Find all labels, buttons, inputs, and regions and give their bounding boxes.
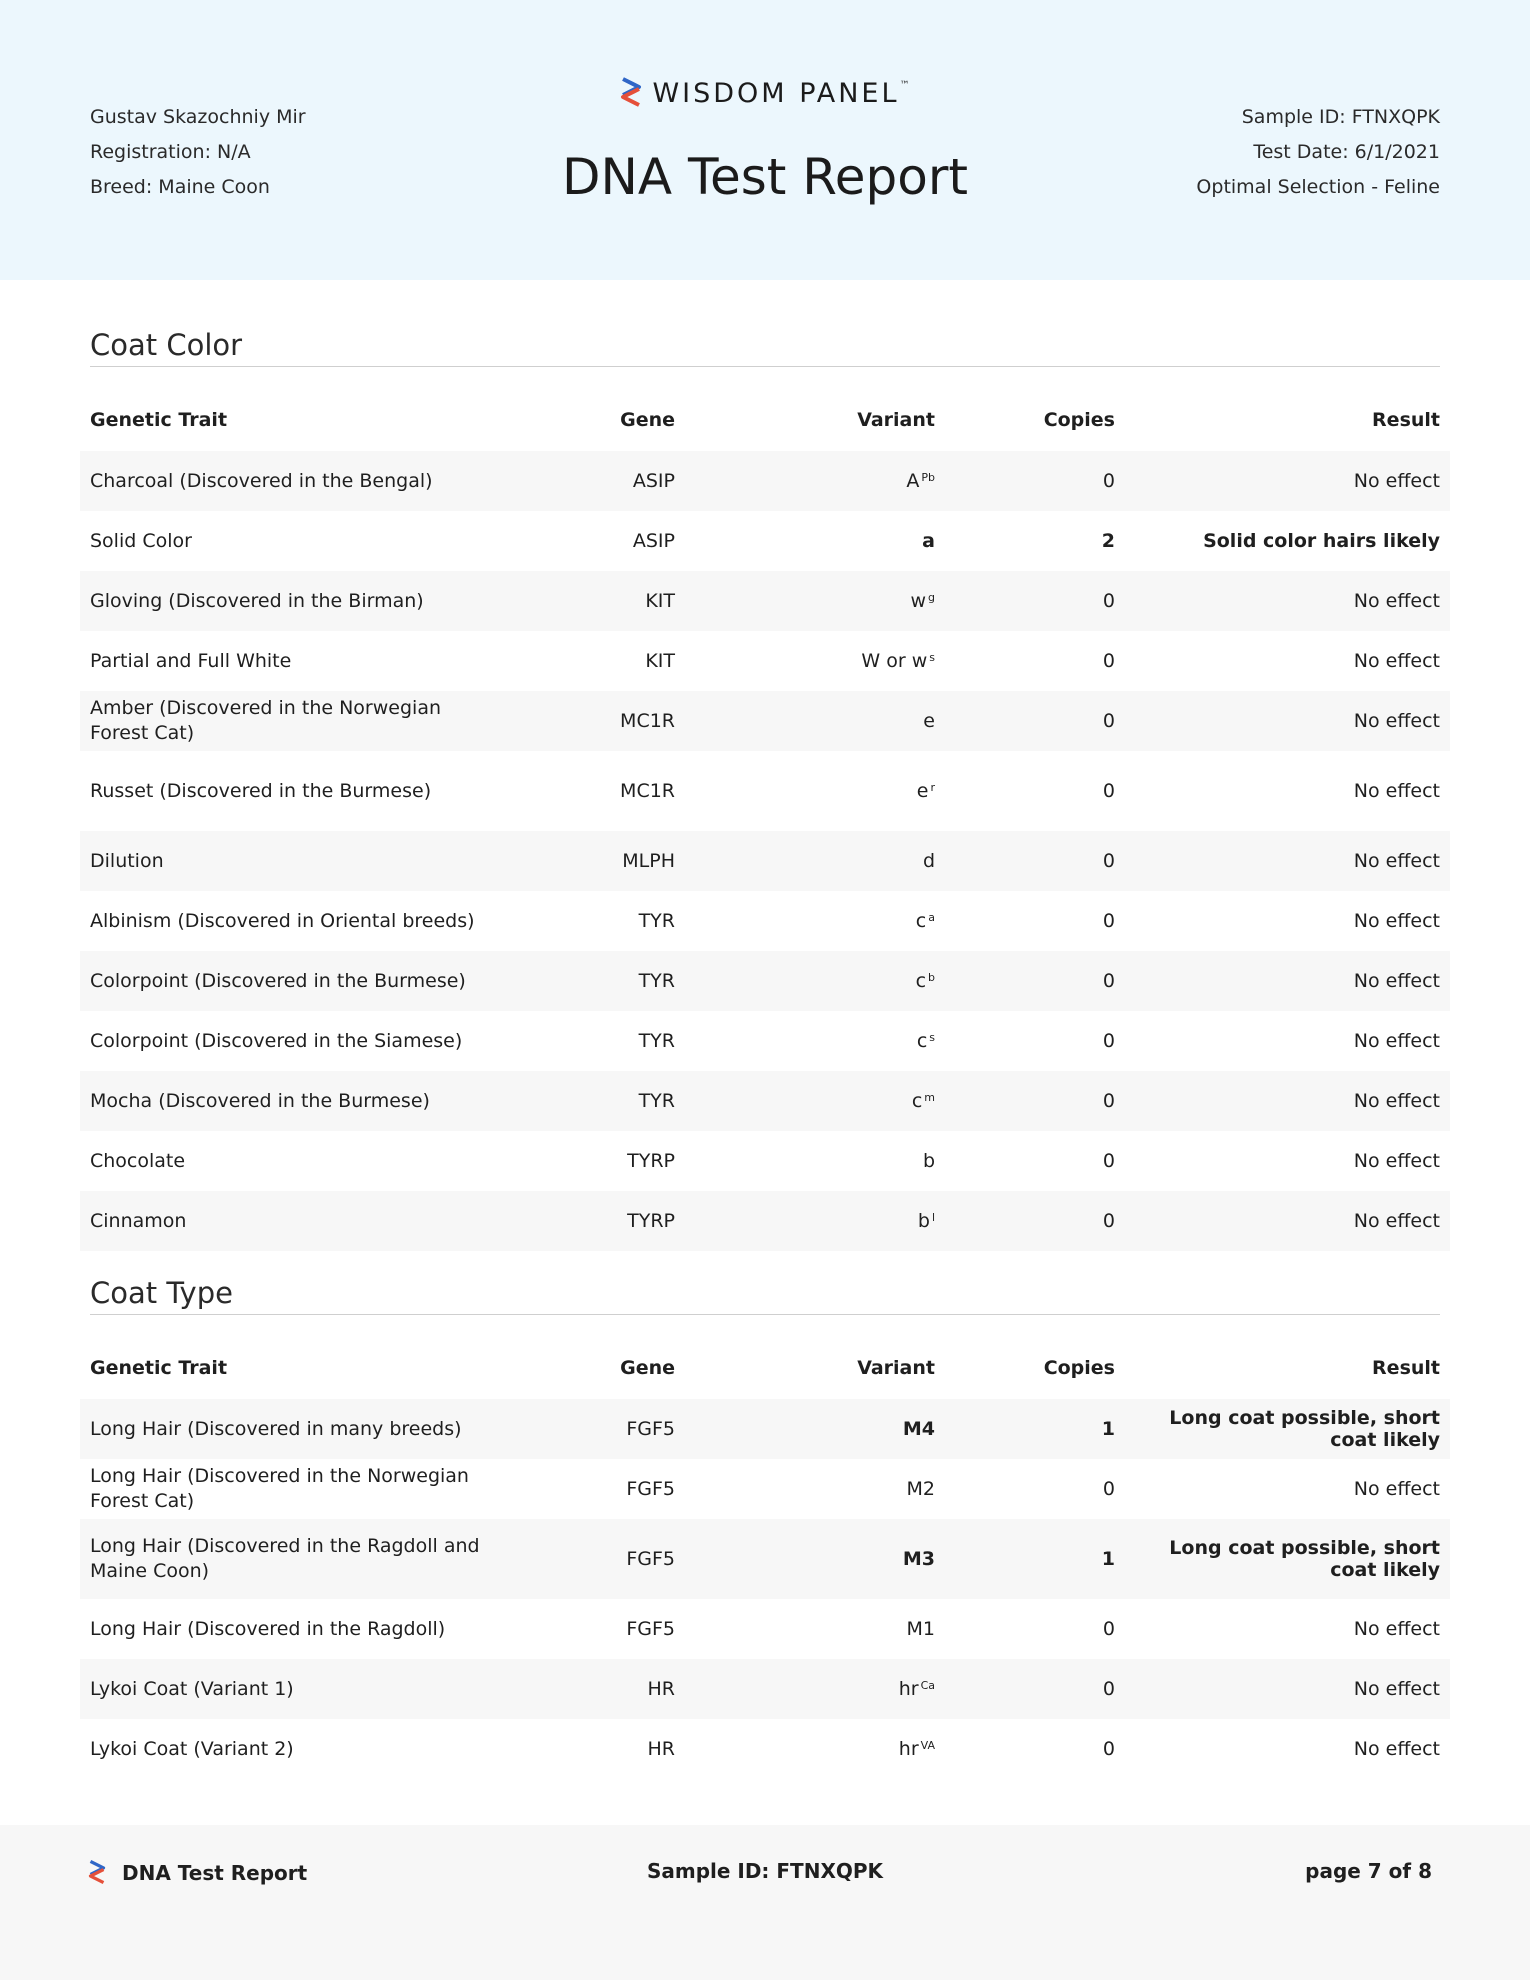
variant-base: M3: [902, 1548, 935, 1570]
variant-base: W or w: [861, 650, 928, 672]
sample-info: [1196, 100, 1440, 205]
variant-base: c: [911, 1090, 923, 1112]
result: No effect: [1353, 1030, 1440, 1052]
col-variant: Variant: [857, 409, 935, 431]
result: Solid color hairs likely: [1203, 530, 1440, 552]
result: No effect: [1353, 1478, 1440, 1500]
trait-name: Lykoi Coat (Variant 2): [90, 1737, 294, 1760]
gene: MC1R: [620, 780, 675, 802]
variant-superscript: VA: [920, 1738, 935, 1752]
variant: [700, 1131, 935, 1191]
table-row: [80, 631, 1450, 691]
table-header-coat-color: [80, 400, 1450, 440]
table-row: [80, 1191, 1450, 1251]
variant: [700, 1399, 935, 1459]
trait-name: Dilution: [90, 849, 164, 872]
trait-name: Partial and Full White: [90, 649, 292, 672]
cat-name: Gustav Skazochniy Mir: [90, 106, 306, 128]
variant-superscript: s: [929, 1030, 935, 1044]
gene: TYRP: [627, 1150, 675, 1172]
variant: [700, 451, 935, 511]
table-row: [80, 1599, 1450, 1659]
trait-name: Long Hair (Discovered in the Ragdoll and Maine Coon): [90, 1535, 480, 1582]
variant-base: c: [916, 1030, 928, 1052]
variant-superscript: r: [930, 780, 935, 794]
gene: MC1R: [620, 710, 675, 732]
gene: FGF5: [626, 1618, 675, 1640]
variant: [700, 831, 935, 891]
variant: [700, 1719, 935, 1779]
variant-base: b: [917, 1210, 930, 1232]
trait-name: Colorpoint (Discovered in the Burmese): [90, 969, 466, 992]
variant-base: a: [922, 530, 935, 552]
variant-base: M4: [902, 1418, 935, 1440]
variant: [700, 571, 935, 631]
copies: 0: [1102, 1090, 1115, 1112]
table-row: [80, 451, 1450, 511]
variant-superscript: Pb: [921, 470, 935, 484]
trait-name: Long Hair (Discovered in the Norwegian Forest Cat): [90, 1465, 469, 1512]
variant-base: c: [915, 910, 927, 932]
col-gene: Gene: [620, 409, 675, 431]
col-genetic-trait: Genetic Trait: [90, 1356, 228, 1379]
table-row: [80, 571, 1450, 631]
gene: FGF5: [626, 1478, 675, 1500]
trait-name: Albinism (Discovered in Oriental breeds): [90, 909, 475, 932]
copies: 0: [1102, 910, 1115, 932]
variant-base: M2: [906, 1478, 935, 1500]
page-footer: [0, 1825, 1530, 1980]
result: No effect: [1353, 590, 1440, 612]
copies: 0: [1102, 1210, 1115, 1232]
product-name: Optimal Selection - Feline: [1196, 176, 1440, 198]
trait-name: Cinnamon: [90, 1209, 187, 1232]
brand-name: WISDOM PANEL: [652, 78, 900, 109]
variant: [700, 1071, 935, 1131]
col-copies: Copies: [1043, 409, 1115, 431]
page-number: page 7 of 8: [1305, 1859, 1432, 1883]
copies: 1: [1101, 1548, 1115, 1570]
gene: FGF5: [626, 1548, 675, 1570]
footer-report-title: DNA Test Report: [122, 1861, 308, 1885]
col-result: Result: [1372, 1357, 1440, 1379]
copies: 0: [1102, 1150, 1115, 1172]
variant-superscript: a: [928, 910, 935, 924]
variant: [700, 951, 935, 1011]
gene: KIT: [645, 650, 675, 672]
variant-base: c: [915, 970, 927, 992]
trait-name: Amber (Discovered in the Norwegian Forest Cat): [90, 697, 441, 744]
sample-id: Sample ID: FTNXQPK: [1241, 106, 1440, 128]
result: No effect: [1353, 1150, 1440, 1172]
copies: 1: [1101, 1418, 1115, 1440]
copies: 0: [1102, 850, 1115, 872]
variant-base: hr: [898, 1738, 919, 1760]
trait-name: Gloving (Discovered in the Birman): [90, 589, 424, 612]
result: No effect: [1353, 1618, 1440, 1640]
variant-base: hr: [898, 1678, 919, 1700]
footer-sample-id: Sample ID: FTNXQPK: [646, 1859, 884, 1883]
variant: [700, 891, 935, 951]
copies: 0: [1102, 650, 1115, 672]
copies: 0: [1102, 710, 1115, 732]
table-row: [80, 1659, 1450, 1719]
table-row: [80, 1131, 1450, 1191]
result: No effect: [1353, 650, 1440, 672]
variant: [700, 1519, 935, 1599]
breed: Breed: Maine Coon: [90, 176, 270, 198]
trait-name: Charcoal (Discovered in the Bengal): [90, 469, 433, 492]
col-copies: Copies: [1043, 1357, 1115, 1379]
copies: 0: [1102, 1738, 1115, 1760]
result: No effect: [1353, 780, 1440, 802]
gene: TYR: [638, 910, 675, 932]
trademark: ™: [899, 80, 910, 91]
col-variant: Variant: [857, 1357, 935, 1379]
variant: [700, 631, 935, 691]
gene: FGF5: [626, 1418, 675, 1440]
result: No effect: [1353, 1738, 1440, 1760]
registration: Registration: N/A: [90, 141, 251, 163]
gene: KIT: [645, 590, 675, 612]
table-row: [80, 1719, 1450, 1779]
variant: [700, 511, 935, 571]
variant-superscript: l: [931, 1210, 935, 1224]
variant: [700, 1659, 935, 1719]
report-header: [0, 0, 1530, 280]
variant-superscript: m: [924, 1090, 935, 1104]
variant-superscript: Ca: [920, 1678, 935, 1692]
variant-base: e: [916, 780, 929, 802]
copies: 0: [1102, 590, 1115, 612]
variant: [700, 1011, 935, 1071]
copies: 0: [1102, 1030, 1115, 1052]
wisdom-panel-logo-icon: [620, 76, 642, 108]
table-row: [80, 951, 1450, 1011]
copies: 0: [1102, 1478, 1115, 1500]
copies: 0: [1102, 780, 1115, 802]
variant-base: d: [922, 850, 935, 872]
result: No effect: [1353, 470, 1440, 492]
table-row: [80, 1011, 1450, 1071]
result: No effect: [1353, 1678, 1440, 1700]
gene: TYRP: [627, 1210, 675, 1232]
trait-name: Lykoi Coat (Variant 1): [90, 1677, 294, 1700]
result: No effect: [1353, 850, 1440, 872]
gene: TYR: [638, 1090, 675, 1112]
table-row: [80, 1519, 1450, 1599]
copies: 0: [1102, 470, 1115, 492]
gene: ASIP: [632, 530, 675, 552]
result: No effect: [1353, 910, 1440, 932]
col-gene: Gene: [620, 1357, 675, 1379]
copies: 2: [1101, 530, 1115, 552]
col-genetic-trait: Genetic Trait: [90, 408, 228, 431]
section-title-coat-color: Coat Color: [90, 328, 1440, 367]
table-row: [80, 891, 1450, 951]
gene: HR: [647, 1738, 675, 1760]
table-header-coat-type: [80, 1348, 1450, 1388]
result: No effect: [1353, 970, 1440, 992]
result: No effect: [1353, 1090, 1440, 1112]
table-row: [80, 751, 1450, 831]
gene: TYR: [638, 1030, 675, 1052]
table-row: [80, 1459, 1450, 1519]
trait-name: Mocha (Discovered in the Burmese): [90, 1089, 430, 1112]
variant-base: A: [906, 470, 920, 492]
result: Long coat possible, short coat likely: [1169, 1407, 1440, 1451]
copies: 0: [1102, 970, 1115, 992]
test-date: Test Date: 6/1/2021: [1253, 141, 1440, 163]
result: Long coat possible, short coat likely: [1169, 1537, 1440, 1581]
trait-name: Long Hair (Discovered in many breeds): [90, 1417, 462, 1440]
trait-name: Chocolate: [90, 1149, 186, 1172]
table-row: [80, 511, 1450, 571]
variant: [700, 1191, 935, 1251]
trait-name: Solid Color: [90, 529, 192, 552]
variant-superscript: b: [928, 970, 935, 984]
variant: [700, 1599, 935, 1659]
result: No effect: [1353, 1210, 1440, 1232]
result: No effect: [1353, 710, 1440, 732]
page-title: DNA Test Report: [561, 148, 969, 206]
variant: [700, 691, 935, 751]
variant-superscript: s: [929, 650, 935, 664]
col-result: Result: [1372, 409, 1440, 431]
section-title-coat-type: Coat Type: [90, 1276, 1440, 1315]
trait-name: Colorpoint (Discovered in the Siamese): [90, 1029, 463, 1052]
variant-base: w: [910, 590, 927, 612]
table-row: [80, 1071, 1450, 1131]
table-row: [80, 831, 1450, 891]
variant-base: e: [923, 710, 935, 732]
trait-name: Long Hair (Discovered in the Ragdoll): [90, 1617, 446, 1640]
table-row: [80, 691, 1450, 751]
copies: 0: [1102, 1618, 1115, 1640]
gene: TYR: [638, 970, 675, 992]
gene: ASIP: [632, 470, 675, 492]
variant-superscript: g: [928, 590, 935, 604]
variant-base: M1: [906, 1618, 935, 1640]
variant-base: b: [922, 1150, 935, 1172]
variant: [700, 1459, 935, 1519]
variant: [700, 751, 935, 831]
copies: 0: [1102, 1678, 1115, 1700]
table-row: [80, 1399, 1450, 1459]
trait-name: Russet (Discovered in the Burmese): [90, 779, 432, 802]
gene: MLPH: [622, 850, 675, 872]
gene: HR: [647, 1678, 675, 1700]
